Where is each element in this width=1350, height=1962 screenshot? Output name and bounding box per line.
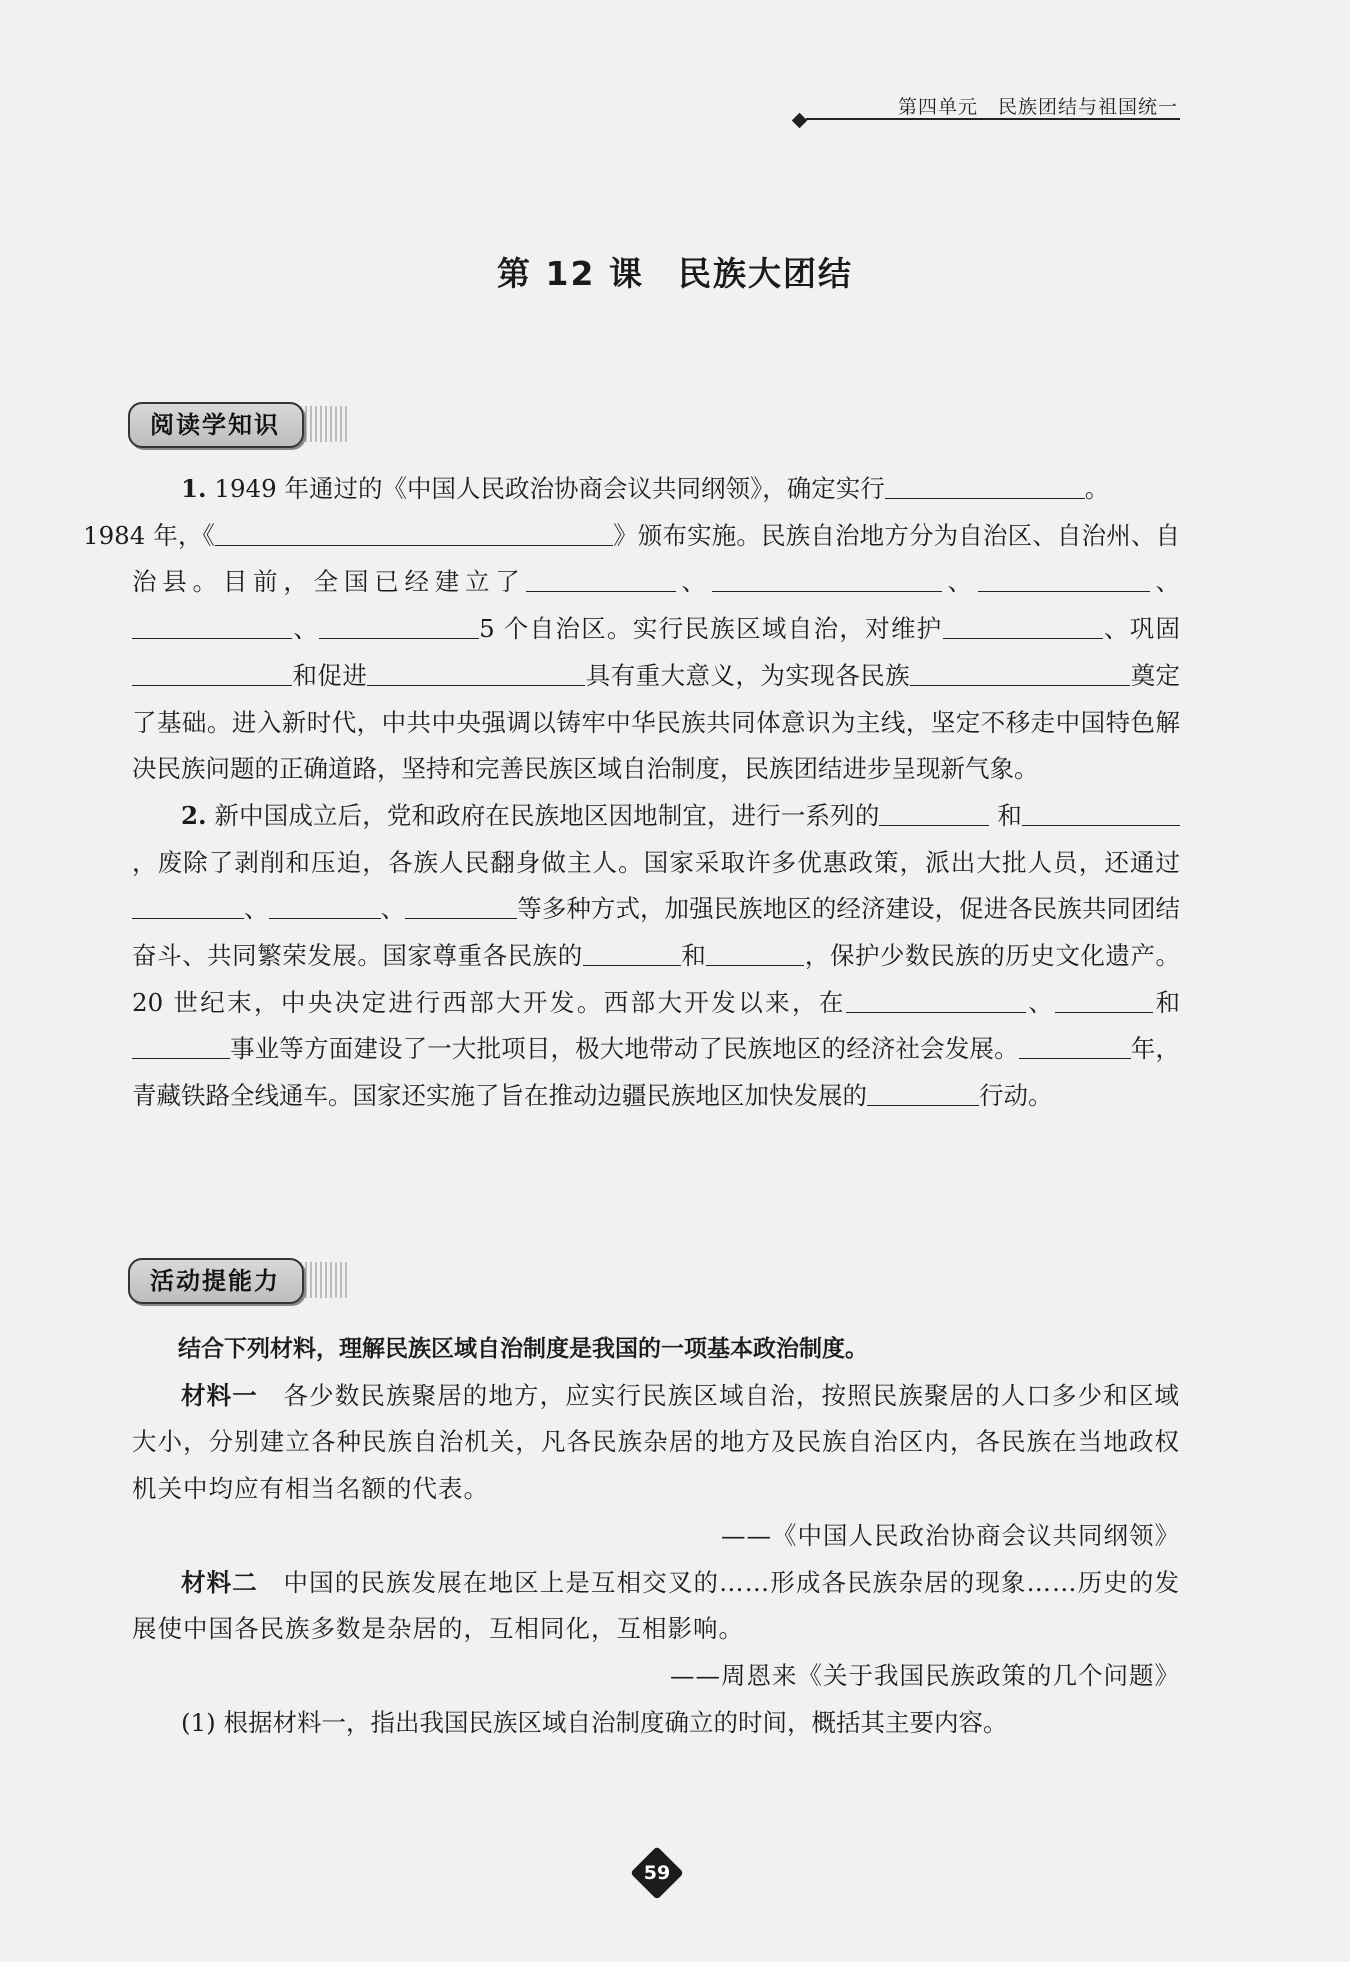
question-1: 1. 1949 年通过的《中国人民政治协商会议共同纲领》，确定实行 。 1984 年，《 》颁布实施。民族自治地方分为自治区、自治州、自治县。目前，全国已经建立了 、 、 、、 5 个自治区。实行民族区域自治，对维护 、巩固和促进 具有重大意义，为实现各民族 奠定了基础。进入新时代，中共中央强调以铸牢中华民族共同体意识为主线，坚定不移走中国特色解决民族问题的正确道路，坚持和完善民族区域自治制度，民族团结进步呈现新气象。 (83, 474, 1181, 784)
material-2-source: ——周恩来《关于我国民族政策的几个问题》 (670, 1660, 1180, 1690)
fill-blank[interactable] (132, 659, 292, 686)
fill-blank[interactable] (879, 799, 989, 826)
fill-blank[interactable] (1022, 799, 1180, 826)
section-tab-reading (128, 402, 348, 446)
section-title-reading: 阅读学知识 (128, 402, 304, 448)
running-header (780, 92, 1180, 122)
running-header-title: 第四单元 民族团结与祖国统一 (897, 96, 1178, 118)
fill-blank[interactable] (706, 939, 804, 966)
activity-section-body (132, 1326, 1180, 1746)
fill-blank[interactable] (269, 892, 381, 919)
lesson-number: 第 12 课 (497, 254, 644, 293)
material-2: 材料二 中国的民族发展在地区上是互相交叉的……形成各民族杂居的现象……历史的发展使中国各民族多数是杂居的，互相同化，互相影响。 (132, 1567, 1180, 1644)
fill-blank[interactable] (367, 659, 585, 686)
fill-blank[interactable] (1019, 1032, 1131, 1059)
fill-blank[interactable] (712, 565, 942, 592)
reading-section-body (83, 466, 1181, 1120)
activity-question-1: (1) 根据材料一，指出我国民族区域自治制度确立的时间，概括其主要内容。 (181, 1707, 1008, 1737)
material-1-source: ——《中国人民政治协商会议共同纲领》 (721, 1520, 1180, 1550)
fill-blank[interactable] (215, 519, 613, 546)
tab-stripes-decoration (300, 406, 348, 442)
fill-blank[interactable] (910, 659, 1130, 686)
page-number-badge (630, 1846, 684, 1900)
fill-blank[interactable] (583, 939, 681, 966)
fill-blank[interactable] (132, 892, 244, 919)
header-rule (806, 118, 1180, 120)
fill-blank[interactable] (132, 612, 292, 639)
activity-intro: 结合下列材料，理解民族区域自治制度是我国的一项基本政治制度。 (178, 1336, 868, 1362)
fill-blank[interactable] (978, 565, 1150, 592)
section-tab-activity (128, 1258, 348, 1302)
question-2: 2. 新中国成立后，党和政府在民族地区因地制宜，进行一系列的 和，废除了剥削和压迫，各族人民翻身做主人。国家采取许多优惠政策，派出大批人员，还通过、 、 等多种方式，加强民族地区的经济建设，促进各民族共同团结奋斗、共同繁荣发展。国家尊重各民族的 和 ，保护少数民族的历史文化遗产。20 世纪末，中央决定进行西部大开发。西部大开发以来，在 、 和事业等方面建设了一大批项目，极大地带动了民族地区的经济社会发展。 年，青藏铁路全线通车。国家还实施了旨在推动边疆民族地区加快发展的 行动。 (132, 800, 1181, 1111)
fill-blank[interactable] (132, 1032, 230, 1059)
fill-blank[interactable] (885, 472, 1085, 499)
diamond-bullet-icon (792, 113, 808, 129)
tab-stripes-decoration (300, 1262, 348, 1298)
fill-blank[interactable] (943, 612, 1103, 639)
material-1: 材料一 各少数民族聚居的地方，应实行民族区域自治，按照民族聚居的人口多少和区域大小，分别建立各种民族自治机关，凡各民族杂居的地方及民族自治区内，各民族在当地政权机关中均应有相当名额的代表。 (132, 1380, 1181, 1504)
fill-blank[interactable] (846, 986, 1026, 1013)
fill-blank[interactable] (1055, 986, 1153, 1013)
fill-blank[interactable] (405, 892, 517, 919)
fill-blank[interactable] (867, 1079, 979, 1106)
fill-blank[interactable] (526, 565, 676, 592)
section-title-activity: 活动提能力 (128, 1258, 304, 1304)
lesson-title (0, 248, 1350, 295)
page-number: 59 (643, 1862, 671, 1884)
fill-blank[interactable] (319, 612, 479, 639)
lesson-name: 民族大团结 (677, 254, 853, 293)
